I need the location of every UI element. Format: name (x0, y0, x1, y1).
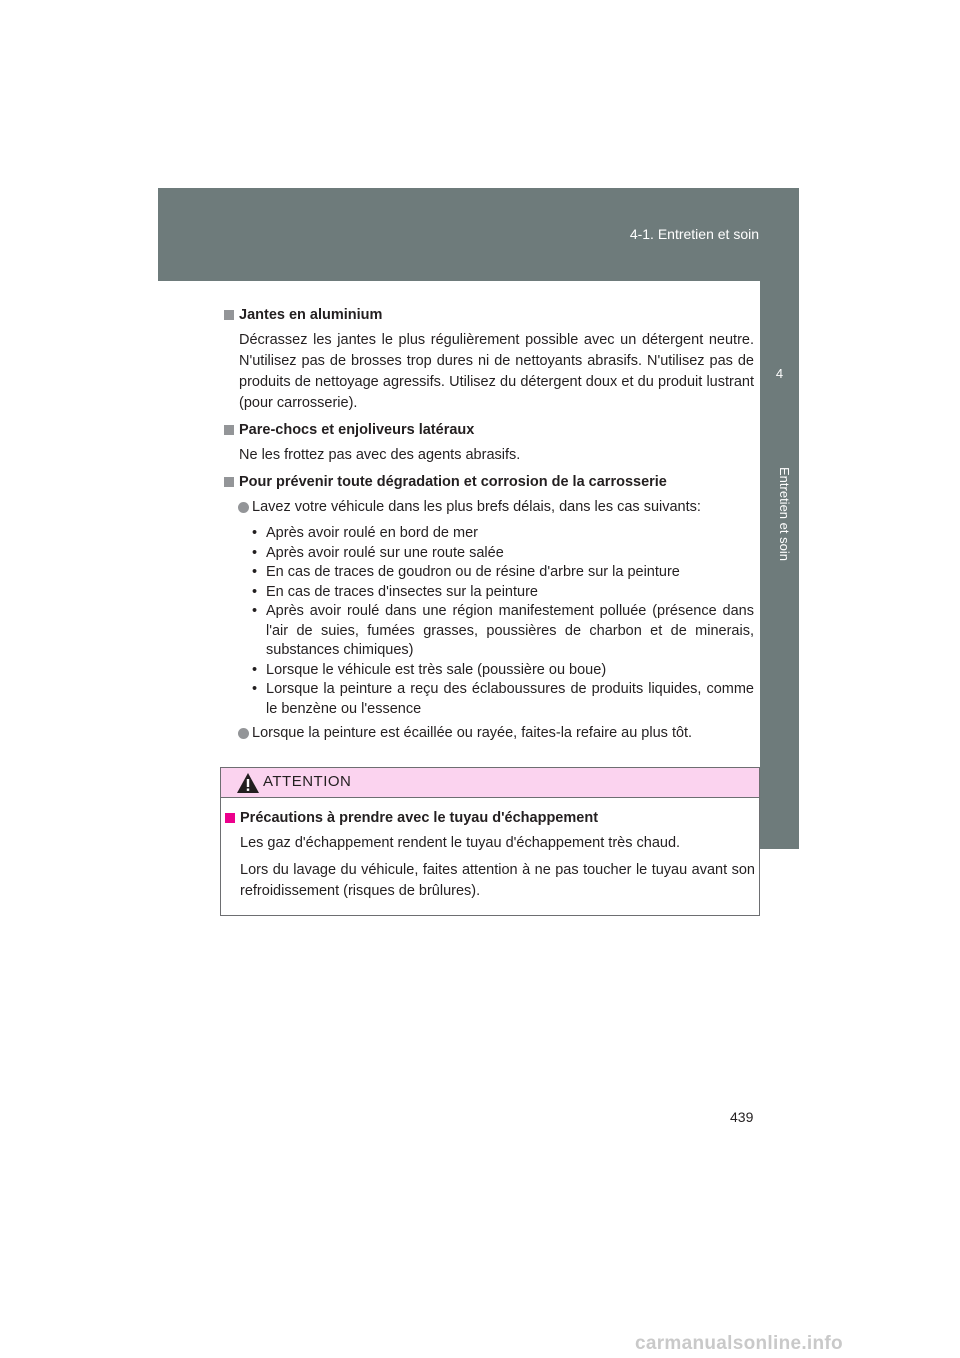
warning-heading: Précautions à prendre avec le tuyau d'échappement (225, 808, 755, 829)
list-item: Lavez votre véhicule dans les plus brefs délais, dans les cas suivants: (224, 497, 754, 518)
sub-list (224, 524, 754, 719)
section-heading: Pare-chocs et enjoliveurs latéraux (224, 420, 754, 441)
warning-text: Les gaz d'échappement rendent le tuyau d'échappement très chaud. (240, 835, 681, 851)
section-text: Ne les frottez pas avec des agents abrasifs. (239, 447, 521, 463)
list-item: • Lorsque la peinture a reçu des éclaboussures de produits liquides, comme le benzène ou l'essence (252, 681, 754, 717)
list-item: • Après avoir roulé sur une route salée (252, 544, 504, 561)
list-item: • Lorsque le véhicule est très sale (poussière ou boue) (252, 661, 607, 678)
warning-text: Lors du lavage du véhicule, faites attention à ne pas toucher le tuyau avant son refroidissement (risques de brûlures). (240, 862, 755, 899)
warning-header (221, 768, 759, 798)
list-item: • En cas de traces d'insectes sur la peinture (252, 583, 538, 600)
warning-body (225, 808, 755, 908)
header-bar (158, 188, 799, 281)
chapter-label: Entretien et soin (777, 467, 792, 561)
square-bullet-icon (224, 425, 234, 435)
page-number: 439 (730, 1109, 754, 1125)
list-item: • Après avoir roulé en bord de mer (252, 525, 478, 541)
circle-bullet-icon (238, 502, 249, 513)
list-item: • Après avoir roulé dans une région manifestement polluée (présence dans l'air de suies, fumées grasses, poussières de charbon et de minerais, substances chimiques) (252, 603, 754, 658)
warning-box (220, 767, 760, 916)
section-heading: Pour prévenir toute dégradation et corrosion de la carrosserie (224, 472, 754, 493)
square-bullet-icon (225, 813, 235, 823)
chapter-number: 4 (775, 366, 784, 381)
list-item: Lorsque la peinture est écaillée ou rayée, faites-la refaire au plus tôt. (224, 723, 754, 744)
section-heading: Jantes en aluminium (224, 305, 754, 326)
watermark: carmanualsonline.info (635, 1333, 843, 1354)
warning-triangle-icon (236, 772, 260, 794)
square-bullet-icon (224, 477, 234, 487)
square-bullet-icon (224, 310, 234, 320)
list-item: • En cas de traces de goudron ou de résine d'arbre sur la peinture (252, 564, 680, 580)
chapter-side-tab (760, 281, 799, 849)
warning-label: ATTENTION (263, 773, 352, 790)
section-text: Décrassez les jantes le plus régulièrement possible avec un détergent neutre. N'utilisez pas de brosses trop dures ni de nettoyants abrasifs. N'utilisez pas de produits de nettoyage agressifs. Utilisez du détergent doux et du produit lustrant (pour carrosserie). (239, 332, 754, 411)
section-title: 4-1. Entretien et soin (629, 226, 759, 242)
circle-bullet-icon (238, 728, 249, 739)
main-content (224, 305, 754, 750)
